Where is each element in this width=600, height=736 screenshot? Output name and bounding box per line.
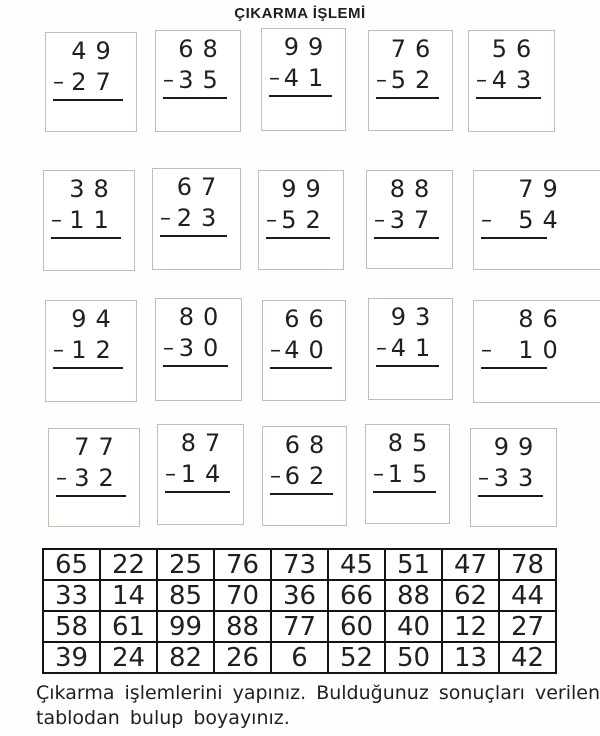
- table-row: [43, 611, 556, 642]
- table-cell: 22: [100, 549, 157, 580]
- answer-area: [46, 371, 136, 401]
- subtrahend-row: [367, 206, 452, 234]
- minuend: 99: [493, 433, 543, 461]
- minus-sign: –: [481, 208, 492, 233]
- minuend: 67: [176, 173, 226, 201]
- subtrahend: 10: [518, 336, 567, 364]
- minus-sign: –: [481, 338, 492, 363]
- problem-box: [45, 32, 137, 132]
- answer-line: [266, 237, 330, 239]
- subtrahend-row: [469, 66, 554, 94]
- minuend: 99: [281, 175, 330, 203]
- answer-line: [53, 367, 123, 369]
- subtrahend-row: [474, 336, 600, 364]
- answer-line: [163, 365, 228, 367]
- table-cell: 24: [100, 642, 157, 673]
- table-cell: 51: [385, 549, 442, 580]
- answer-area: [44, 241, 134, 270]
- minuend: 66: [284, 305, 333, 333]
- subtrahend: 33: [493, 464, 543, 492]
- instructions-line-1: Çıkarma işlemlerini yapınız. Bulduğunuz sonuçları verilen: [36, 682, 600, 704]
- answer-line: [481, 367, 547, 369]
- subtrahend: 41: [283, 64, 333, 92]
- minuend: 56: [491, 35, 541, 63]
- minuend: 80: [178, 303, 228, 331]
- table-cell: 45: [328, 549, 385, 580]
- table-cell: 44: [499, 580, 556, 611]
- problem-box: [152, 168, 241, 270]
- page-title: ÇIKARMA İŞLEMİ: [234, 5, 366, 22]
- subtrahend-row: [153, 204, 240, 232]
- answer-line: [53, 99, 123, 101]
- answer-line: [478, 495, 543, 497]
- table-cell: 58: [43, 611, 100, 642]
- subtrahend: 54: [518, 206, 567, 234]
- problem-box: [48, 428, 140, 527]
- minus-sign: –: [374, 208, 385, 233]
- problem-box: [258, 170, 344, 270]
- instructions: [36, 681, 600, 730]
- problem-box: [468, 30, 555, 132]
- answer-area: [366, 495, 449, 523]
- answer-line: [373, 491, 436, 493]
- answer-area: [263, 497, 346, 525]
- answer-line: [160, 235, 227, 237]
- subtrahend: 12: [71, 336, 120, 364]
- table-cell: 70: [214, 580, 271, 611]
- minuend: 87: [180, 429, 230, 457]
- minus-sign: –: [53, 70, 64, 95]
- answer-line: [51, 237, 121, 239]
- subtrahend-row: [471, 464, 556, 492]
- minus-sign: –: [163, 68, 174, 93]
- answer-line: [56, 495, 126, 497]
- answer-area: [474, 371, 600, 402]
- table-cell: 88: [385, 580, 442, 611]
- problem-box: [262, 426, 347, 526]
- answer-area: [262, 99, 345, 130]
- table-cell: 60: [328, 611, 385, 642]
- minus-sign: –: [478, 466, 489, 491]
- table-cell: 76: [214, 549, 271, 580]
- table-cell: 39: [43, 642, 100, 673]
- minuend: 99: [283, 33, 333, 61]
- table-cell: 77: [271, 611, 328, 642]
- minuend: 38: [69, 175, 118, 203]
- table-cell: 82: [157, 642, 214, 673]
- minuend: 85: [387, 429, 437, 457]
- answer-line: [163, 97, 227, 99]
- answer-area: [367, 241, 452, 268]
- answer-line: [270, 367, 332, 369]
- subtrahend: 52: [390, 66, 440, 94]
- subtrahend-row: [369, 334, 452, 362]
- table-row: [43, 549, 556, 580]
- minus-sign: –: [163, 336, 174, 361]
- table-cell: 65: [43, 549, 100, 580]
- answer-line: [269, 95, 332, 97]
- answer-line: [376, 97, 439, 99]
- answer-area: [471, 499, 556, 526]
- answer-area: [49, 499, 139, 526]
- instructions-line-2: tablodan bulup boyayınız.: [36, 706, 290, 729]
- minuend: 76: [390, 35, 440, 63]
- minuend: 68: [284, 431, 334, 459]
- table-cell: 47: [442, 549, 499, 580]
- problem-box: [261, 28, 346, 131]
- table-cell: 14: [100, 580, 157, 611]
- subtrahend-row: [369, 66, 452, 94]
- answer-area: [153, 239, 240, 269]
- table-cell: 85: [157, 580, 214, 611]
- problem-box: [155, 30, 241, 132]
- subtrahend: 23: [176, 204, 226, 232]
- minus-sign: –: [165, 462, 176, 487]
- subtrahend-row: [259, 206, 343, 234]
- subtrahend: 40: [284, 336, 333, 364]
- minus-sign: –: [270, 464, 281, 489]
- minus-sign: –: [53, 338, 64, 363]
- problem-box: [368, 298, 453, 400]
- subtrahend: 27: [71, 68, 120, 96]
- subtrahend-row: [44, 206, 134, 234]
- table-cell: 50: [385, 642, 442, 673]
- table-cell: 61: [100, 611, 157, 642]
- table-cell: 27: [499, 611, 556, 642]
- answer-area: [469, 101, 554, 131]
- answer-area: [474, 241, 600, 269]
- subtrahend: 52: [281, 206, 330, 234]
- problem-box: [366, 170, 453, 269]
- table-cell: 52: [328, 642, 385, 673]
- subtrahend: 41: [390, 334, 440, 362]
- table-cell: 66: [328, 580, 385, 611]
- answer-area: [263, 371, 345, 400]
- subtrahend: 37: [389, 206, 439, 234]
- table-cell: 78: [499, 549, 556, 580]
- minuend: 86: [518, 305, 567, 333]
- subtrahend: 30: [178, 334, 228, 362]
- answer-line: [476, 97, 541, 99]
- problem-box: [155, 298, 242, 401]
- subtrahend-row: [263, 462, 346, 490]
- problem-box: [473, 300, 600, 403]
- table-row: [43, 580, 556, 611]
- problem-box: [473, 170, 600, 270]
- table-cell: 33: [43, 580, 100, 611]
- table-cell: 88: [214, 611, 271, 642]
- subtrahend: 35: [178, 66, 227, 94]
- answer-line: [165, 491, 230, 493]
- table-cell: 6: [271, 642, 328, 673]
- subtrahend: 14: [180, 460, 230, 488]
- minuend: 88: [389, 175, 439, 203]
- minuend: 94: [71, 305, 120, 333]
- problem-box: [157, 424, 244, 525]
- subtrahend-row: [366, 460, 449, 488]
- table-cell: 36: [271, 580, 328, 611]
- answer-area: [158, 495, 243, 524]
- minus-sign: –: [269, 66, 280, 91]
- minus-sign: –: [373, 462, 384, 487]
- subtrahend-row: [46, 68, 136, 96]
- problem-box: [470, 428, 557, 527]
- subtrahend: 43: [491, 66, 541, 94]
- answer-line: [481, 237, 547, 239]
- minuend: 49: [71, 37, 120, 65]
- answer-line: [376, 365, 439, 367]
- table-cell: 42: [499, 642, 556, 673]
- minuend: 77: [74, 433, 123, 461]
- minus-sign: –: [56, 466, 67, 491]
- table-row: [43, 642, 556, 673]
- problem-box: [45, 300, 137, 402]
- minuend: 68: [178, 35, 227, 63]
- subtrahend-row: [156, 334, 241, 362]
- minus-sign: –: [376, 68, 387, 93]
- subtrahend-row: [474, 206, 600, 234]
- answer-area: [259, 241, 343, 269]
- table-cell: 40: [385, 611, 442, 642]
- table-cell: 25: [157, 549, 214, 580]
- subtrahend-row: [262, 64, 345, 92]
- minus-sign: –: [51, 208, 62, 233]
- subtrahend: 11: [69, 206, 118, 234]
- answer-area: [156, 369, 241, 400]
- minus-sign: –: [270, 338, 281, 363]
- subtrahend: 62: [284, 462, 334, 490]
- subtrahend-row: [158, 460, 243, 488]
- subtrahend-row: [46, 336, 136, 364]
- subtrahend-row: [49, 464, 139, 492]
- minuend: 93: [390, 303, 440, 331]
- answer-area: [369, 369, 452, 399]
- answer-area: [369, 101, 452, 130]
- minus-sign: –: [476, 68, 487, 93]
- subtrahend: 32: [74, 464, 123, 492]
- answer-line: [270, 493, 333, 495]
- problem-box: [365, 424, 450, 524]
- answer-area: [156, 101, 240, 131]
- table-cell: 62: [442, 580, 499, 611]
- table-cell: 13: [442, 642, 499, 673]
- subtrahend-row: [263, 336, 345, 364]
- subtrahend-row: [156, 66, 240, 94]
- subtrahend: 15: [387, 460, 437, 488]
- problem-box: [368, 30, 453, 131]
- answer-area: [46, 103, 136, 131]
- minus-sign: –: [266, 208, 277, 233]
- table-cell: 26: [214, 642, 271, 673]
- table-cell: 99: [157, 611, 214, 642]
- results-table: [42, 548, 557, 674]
- table-cell: 73: [271, 549, 328, 580]
- problem-box: [43, 170, 135, 271]
- answer-line: [374, 237, 439, 239]
- minus-sign: –: [376, 336, 387, 361]
- problem-box: [262, 300, 346, 401]
- minuend: 79: [518, 175, 567, 203]
- minus-sign: –: [160, 206, 171, 231]
- table-cell: 12: [442, 611, 499, 642]
